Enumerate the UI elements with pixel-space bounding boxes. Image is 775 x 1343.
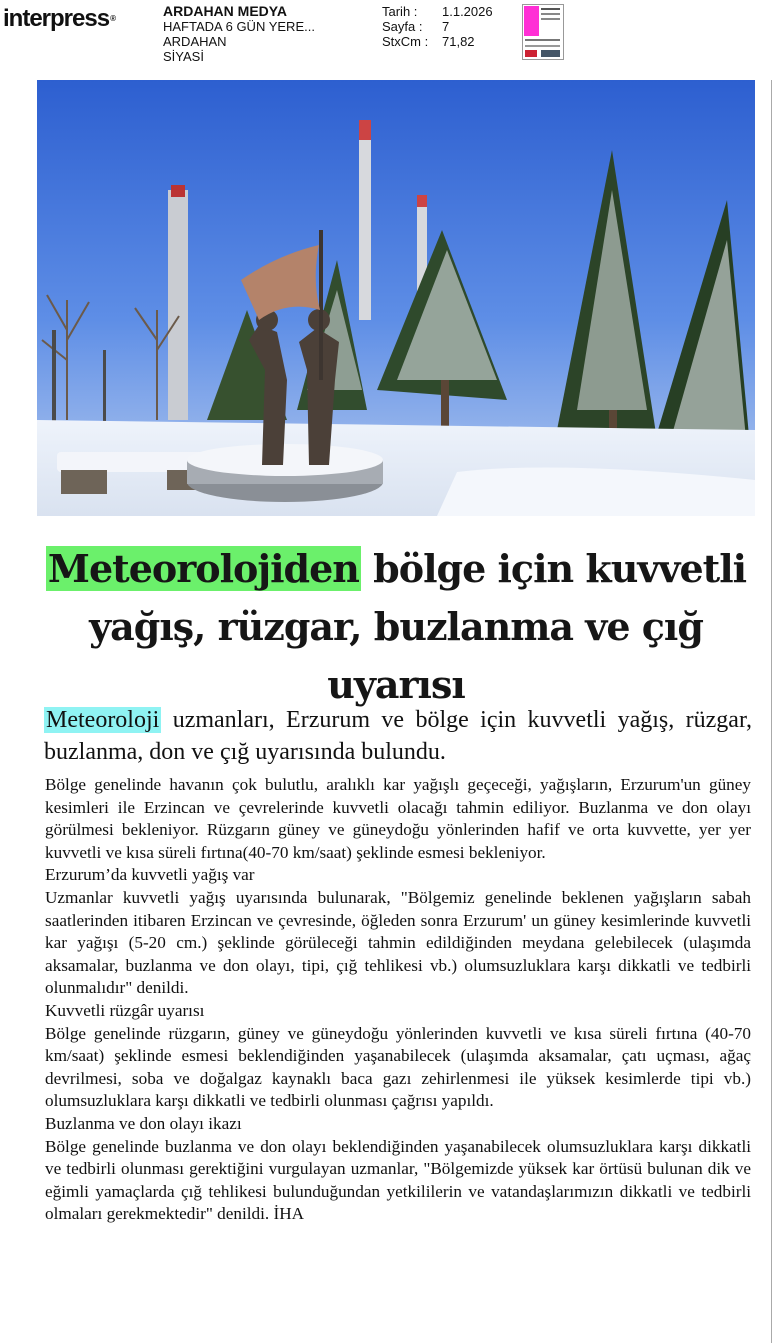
interpress-logo [3,4,115,34]
publication-category: SİYASİ [163,49,204,64]
column-divider [771,80,772,1343]
subheading: Kuvvetli rüzgâr uyarısı [45,1000,205,1020]
lead-rest: uzmanları, Erzurum ve bölge için kuvvetli yağış, rüzgar, buzlanma, don ve çığ uyarısında bulundu. [44,707,752,765]
meta-date-label: Tarih : [382,4,418,19]
body-paragraph: Bölge genelinde buzlanma ve don olayı beklendiğinden yaşanabilecek olumsuzluklara karşı dikkatli ve tedbirli olunması gerektiğini vurgulayan uzmanlar, "Bölgemizde yüksek kar örtüsü bulunan dik ve eğimli yamaçlarda çığ tehlikesi bulunduğundan yetkililerin ve vatandaşlarımızın dikkatli ve tedbirli olmaları gerekmektedir" denildi. İHA [45,1136,751,1224]
article-body [45,774,751,1226]
logo-text: interpress [3,5,110,32]
body-paragraph: Bölge genelinde rüzgarın, güney ve güneydoğu yönlerinden kuvvetli ve kısa süreli fırtına (40-70 km/saat) şeklinde esmesi beklendiğinden yaşanabilecek (ulaşımda aksamalar, çatı uçması, ağaç devrilmesi, soba ve doğalgaz kaynaklı baca gazı zehirlenmesi ile yüksek kesimlerde tipi vb.) olumsuzluklara karşı dikkatli ve tedbirli olunması çağrısı yapıldı. [45,1023,751,1111]
meta-page-label: Sayfa : [382,19,423,34]
meta-area-label: StxCm : [382,34,429,49]
headline-highlight: Meteorolojiden [47,546,359,591]
headline-rest: bölge için kuvvetli yağış, rüzgar, buzlanma ve çığ uyarısı [89,546,747,707]
article-photo [37,80,755,516]
meta-area [382,34,493,49]
page-thumbnail[interactable] [522,4,564,60]
registered-mark: ® [110,14,115,23]
publication-info [163,4,315,64]
clipping-header [0,0,775,66]
meta-page [382,19,493,34]
publication-frequency: HAFTADA 6 GÜN YERE... [163,19,315,34]
subheading: Buzlanma ve don olayı ikazı [45,1113,242,1133]
meta-page-value: 7 [442,19,450,34]
publication-city: ARDAHAN [163,34,227,49]
article-headline [40,540,752,714]
article-lead [44,704,752,768]
clipping-meta [382,4,493,49]
meta-date-value: 1.1.2026 [442,4,493,19]
meta-area-value: 71,82 [442,34,475,49]
lead-highlight: Meteoroloji [46,707,160,733]
publication-name: ARDAHAN MEDYA [163,3,287,19]
body-paragraph: Bölge genelinde havanın çok bulutlu, aralıklı kar yağışlı geçeceği, yağışların, Erzurum'un güney kesimleri ile Erzincan ve çevrelerinde kuvvetli olacağı tahmin ediliyor. Buzlanma ve don olayı görülmesi bekleniyor. Rüzgarın güney ve güneydoğu yönlerinden hafif ve orta kuvvette, yer yer kuvvetli ve kısa süreli fırtına(40-70 km/saat) şeklinde esmesi bekleniyor. [45,775,751,862]
subheading: Erzurum’da kuvvetli yağış var [45,865,255,885]
body-paragraph: Uzmanlar kuvvetli yağış uyarısında bulunarak, "Bölgemiz genelinde beklenen yağışların sabah saatlerinden itibaren Erzincan ve çevresinde, öğleden sonra Erzurum' un güney kesimlerinde kuvvetli kar yağışı (5-20 cm.) şeklinde görüleceği tahmin edildiğinden meydana gelebilecek (ulaşımda aksamalar, buzlanma ve don olayı, tipi, çığ tehlikesi vb.) olumsuzluklara karşı dikkatli ve tedbirli olunmalıdır" denildi. [45,887,751,998]
meta-date [382,4,493,19]
